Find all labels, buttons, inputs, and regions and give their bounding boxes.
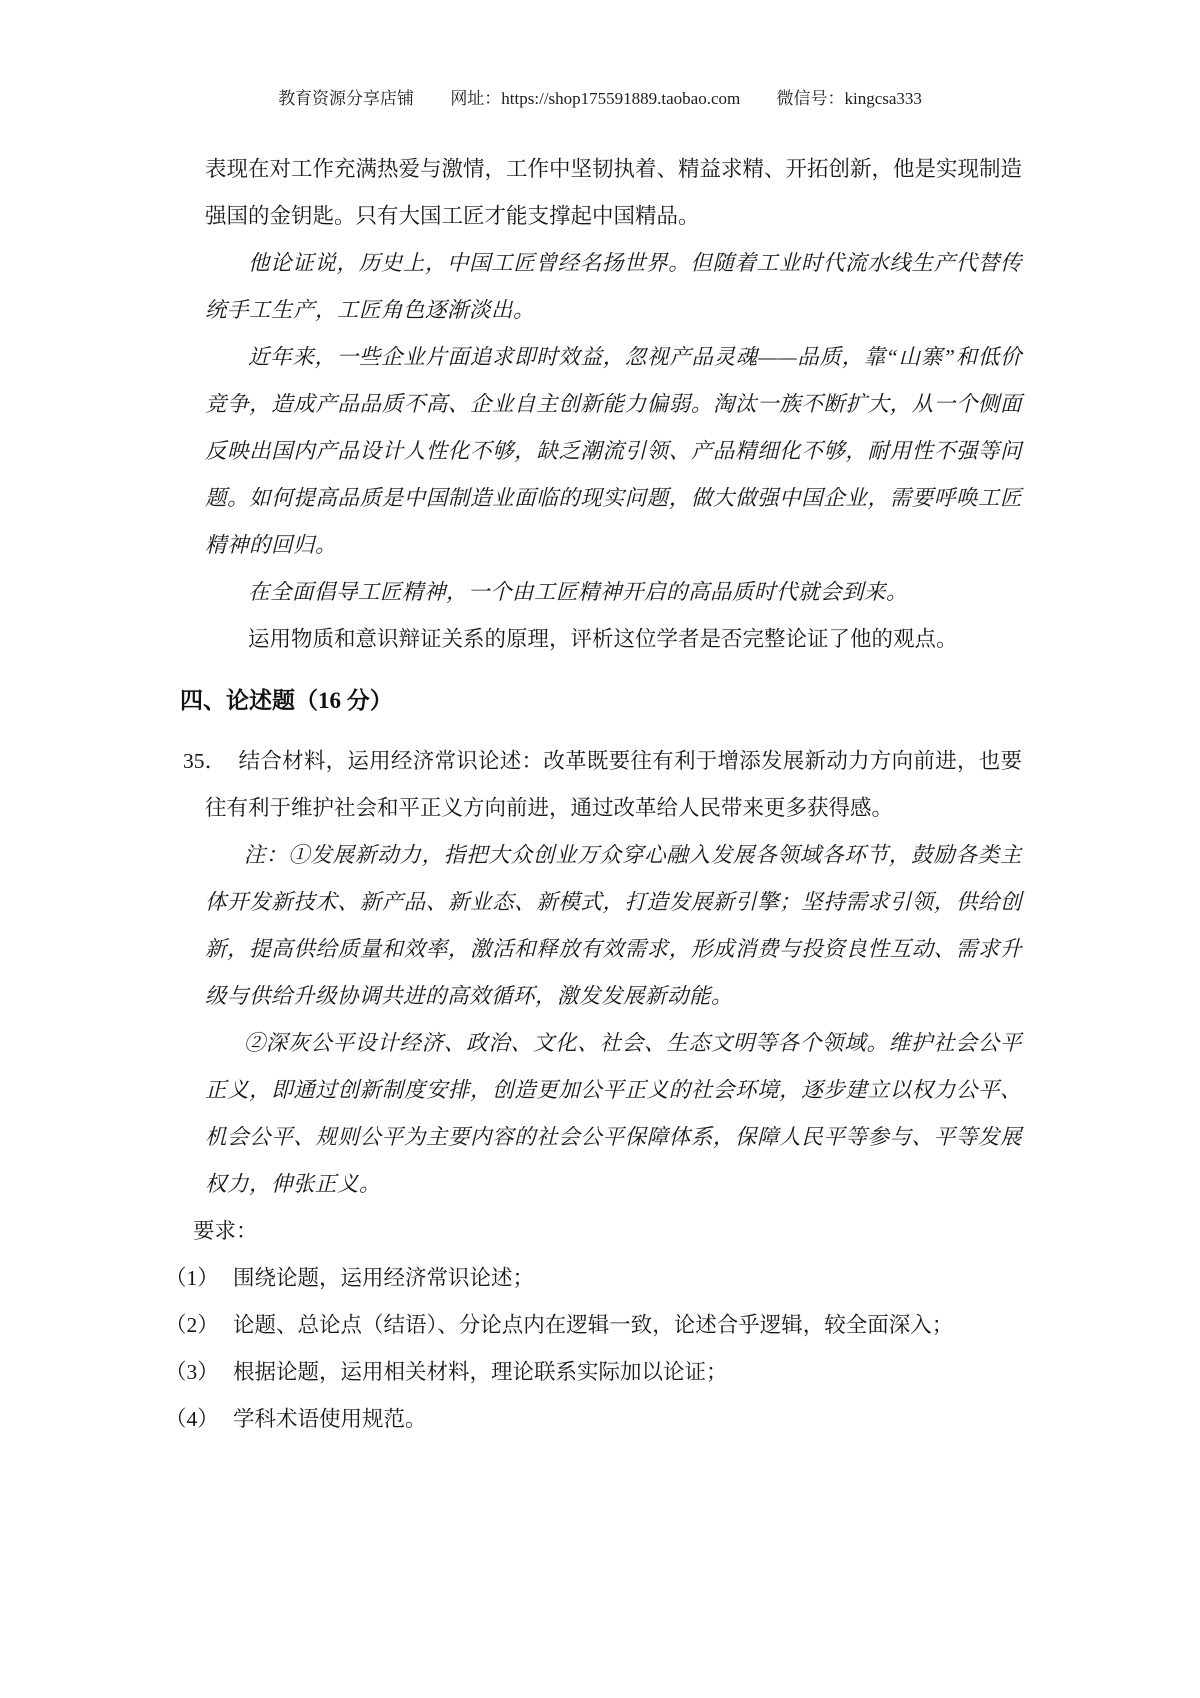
requirement-item-1	[165, 1255, 1022, 1302]
shop-header	[0, 84, 1200, 109]
passage-question-line: 运用物质和意识辩证关系的原理，评析这位学者是否完整论证了他的观点。	[248, 627, 958, 651]
requirement-number: （1）	[165, 1266, 219, 1290]
requirement-number: （2）	[165, 1313, 219, 1337]
requirement-item-2	[165, 1302, 1022, 1349]
shop-wechat: 微信号：kingcsa333	[776, 89, 922, 108]
requirement-text: 围绕论题，运用经济常识论述；	[233, 1266, 535, 1290]
requirement-text: 学科术语使用规范。	[233, 1407, 427, 1431]
requirement-text: 论题、总论点（结语）、分论点内在逻辑一致，论述合乎逻辑，较全面深入；	[233, 1313, 954, 1337]
question-note-2: ②深灰公平设计经济、政治、文化、社会、生态文明等各个领域。维护社会公平正义，即通过创新制度安排，创造更加公平正义的社会环境，逐步建立以权力公平、机会公平、规则公平为主要内容的社会公平保障体系，保障人民平等参与、平等发展权力，伸张正义。	[205, 1031, 1022, 1196]
question-number: 35．	[183, 749, 227, 773]
question-35	[183, 738, 1022, 832]
requirements-label: 要求：	[193, 1219, 258, 1243]
question-stem: 结合材料，运用经济常识论述：改革既要往有利于增添发展新动力方向前进，也要往有利于维护社会和平正义方向前进，通过改革给人民带来更多获得感。	[205, 749, 1022, 820]
requirement-text: 根据论题，运用相关材料，理论联系实际加以论证；	[233, 1360, 728, 1384]
document-content	[165, 146, 1023, 1443]
requirement-item-3	[165, 1349, 1022, 1396]
passage-paragraph-1: 表现在对工作充满热爱与激情，工作中坚韧执着、精益求精、开拓创新，他是实现制造强国的金钥匙。只有大国工匠才能支撑起中国精品。	[205, 157, 1023, 228]
passage-paragraph-2: 他论证说，历史上，中国工匠曾经名扬世界。但随着工业时代流水线生产代替传统手工生产，工匠角色逐渐淡出。	[205, 251, 1022, 322]
passage-paragraph-4: 在全面倡导工匠精神，一个由工匠精神开启的高品质时代就会到来。	[248, 580, 909, 604]
requirement-number: （4）	[165, 1407, 219, 1431]
passage-paragraph-3: 近年来，一些企业片面追求即时效益，忽视产品灵魂——品质，靠“山寨”和低价竞争，造成产品品质不高、企业自主创新能力偏弱。淘汰一族不断扩大，从一个侧面反映出国内产品设计人性化不够，缺乏潮流引领、产品精细化不够，耐用性不强等问题。如何提高品质是中国制造业面临的现实问题，做大做强中国企业，需要呼唤工匠精神的回归。	[205, 345, 1022, 557]
shop-name: 教育资源分享店铺	[278, 89, 415, 108]
shop-url: 网址：https://shop175591889.taobao.com	[450, 89, 741, 108]
requirement-item-4	[165, 1396, 1022, 1443]
requirement-number: （3）	[165, 1360, 219, 1384]
question-note-1: 注：①发展新动力，指把大众创业万众穿心融入发展各领域各环节，鼓励各类主体开发新技术、新产品、新业态、新模式，打造发展新引擎；坚持需求引领，供给创新，提高供给质量和效率，激活和释放有效需求，形成消费与投资良性互动、需求升级与供给升级协调共进的高效循环，激发发展新动能。	[205, 843, 1022, 1008]
section-heading: 四、论述题（16 分）	[180, 688, 393, 713]
